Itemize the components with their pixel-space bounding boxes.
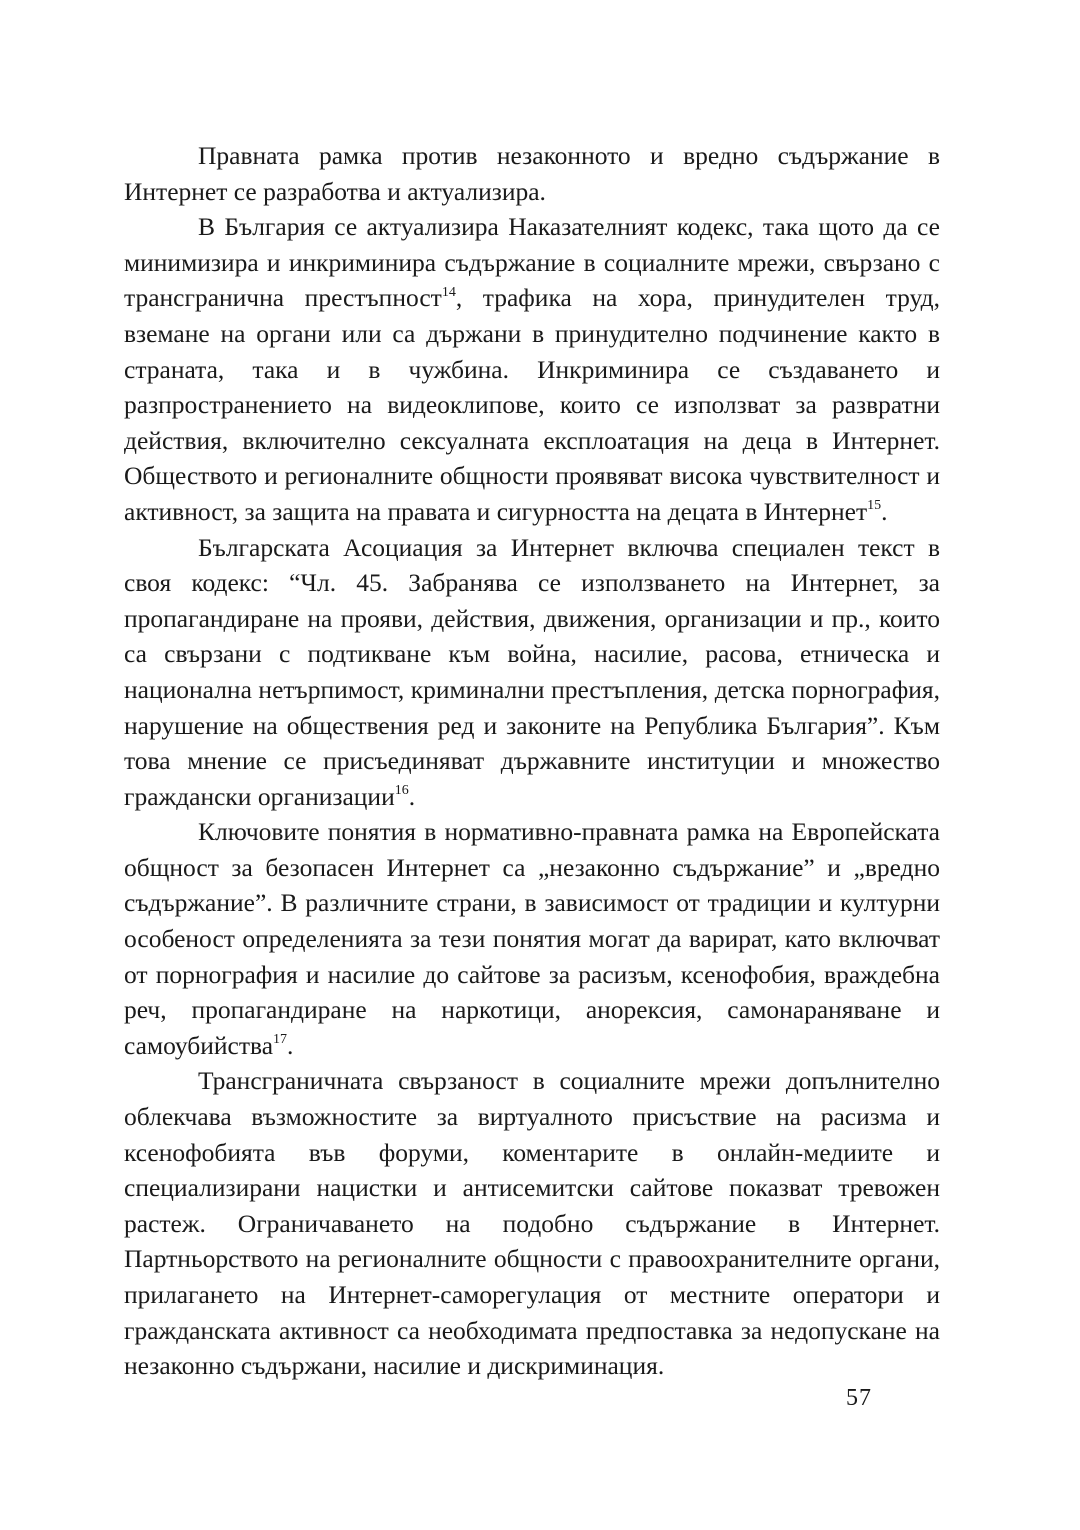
- page-body: [124, 138, 940, 1384]
- paragraph-4: [124, 814, 940, 1063]
- footnote-ref-16[interactable]: 16: [394, 783, 409, 799]
- paragraph-2: [124, 209, 940, 529]
- text-segment: .: [408, 781, 416, 811]
- paragraph-3: [124, 530, 940, 815]
- text-segment: Българската Асоциация за Интернет включва специален текст в своя кодекс: “Чл. 45. Забранява се използването на Интернет, за пропагандиране на прояви, действия, движения, организации и пр., които са свързани с подтикване към война, насилие, расова, етническа и национална нетърпимост, криминални престъпления, детска порнография, нарушение на обществения ред и законите на Република България”. Към това мнение се присъединяват държавните институции и множество граждански организации: [124, 532, 940, 811]
- paragraph-1: [124, 138, 940, 209]
- page-number: 57: [846, 1385, 872, 1411]
- footnote-ref-14[interactable]: 14: [441, 284, 456, 300]
- text-segment: Правната рамка против незаконното и вредно съдържание в Интернет се разработва и актуализира.: [124, 141, 940, 206]
- footnote-ref-15[interactable]: 15: [867, 498, 882, 514]
- text-segment: .: [287, 1030, 294, 1060]
- text-segment: Ключовите понятия в нормативно-правната рамка на Европейската общност за безопасен Интернет са „незаконно съдържание” и „вредно съдържание”. В различните страни, в зависимост от традиции и културни особеност определенията за тези понятия могат да варират, като включват от порнография и насилие до сайтове за расизъм, ксенофобия, враждебна реч, пропагандиране на наркотици, анорексия, самонараняване и самоубийства: [124, 817, 940, 1060]
- text-segment: В България се актуализира Наказателният кодекс, така щото да се минимизира и инкриминира съдържание в социалните мрежи, свързано с трансгранична престъпност: [124, 212, 940, 313]
- text-segment: .: [881, 496, 888, 526]
- text-segment: Трансграничната свързаност в социалните мрежи допълнително облекчава възможностите за виртуалното присъствие на расизма и ксенофобията във форуми, коментарите в онлайн-медиите и специализирани нацистки и антисемитски сайтове показват тревожен растеж. Ограничаването на подобно съдържание в Интернет. Партньорството на регионалните общности с правоохранителните органи, прилагането на Интернет-саморегулация от местните оператори и гражданската активност са необходимата предпоставка за недопускане на незаконно съдържани, насилие и дискриминация.: [124, 1066, 940, 1381]
- footnote-ref-17[interactable]: 17: [273, 1032, 288, 1048]
- paragraph-5: [124, 1063, 940, 1383]
- text-segment: , трафика на хора, принудителен труд, вземане на органи или са държани в принудително подчинение както в страната, така и в чужбина. Инкриминира се създаването и разпространението на видеоклипове, които се използват за развратни действия, включително сексуалната експлоатация на деца в Интернет. Обществото и регионалните общности проявяват висока чувствителност и активност, за защита на правата и сигурността на децата в Интернет: [124, 283, 940, 526]
